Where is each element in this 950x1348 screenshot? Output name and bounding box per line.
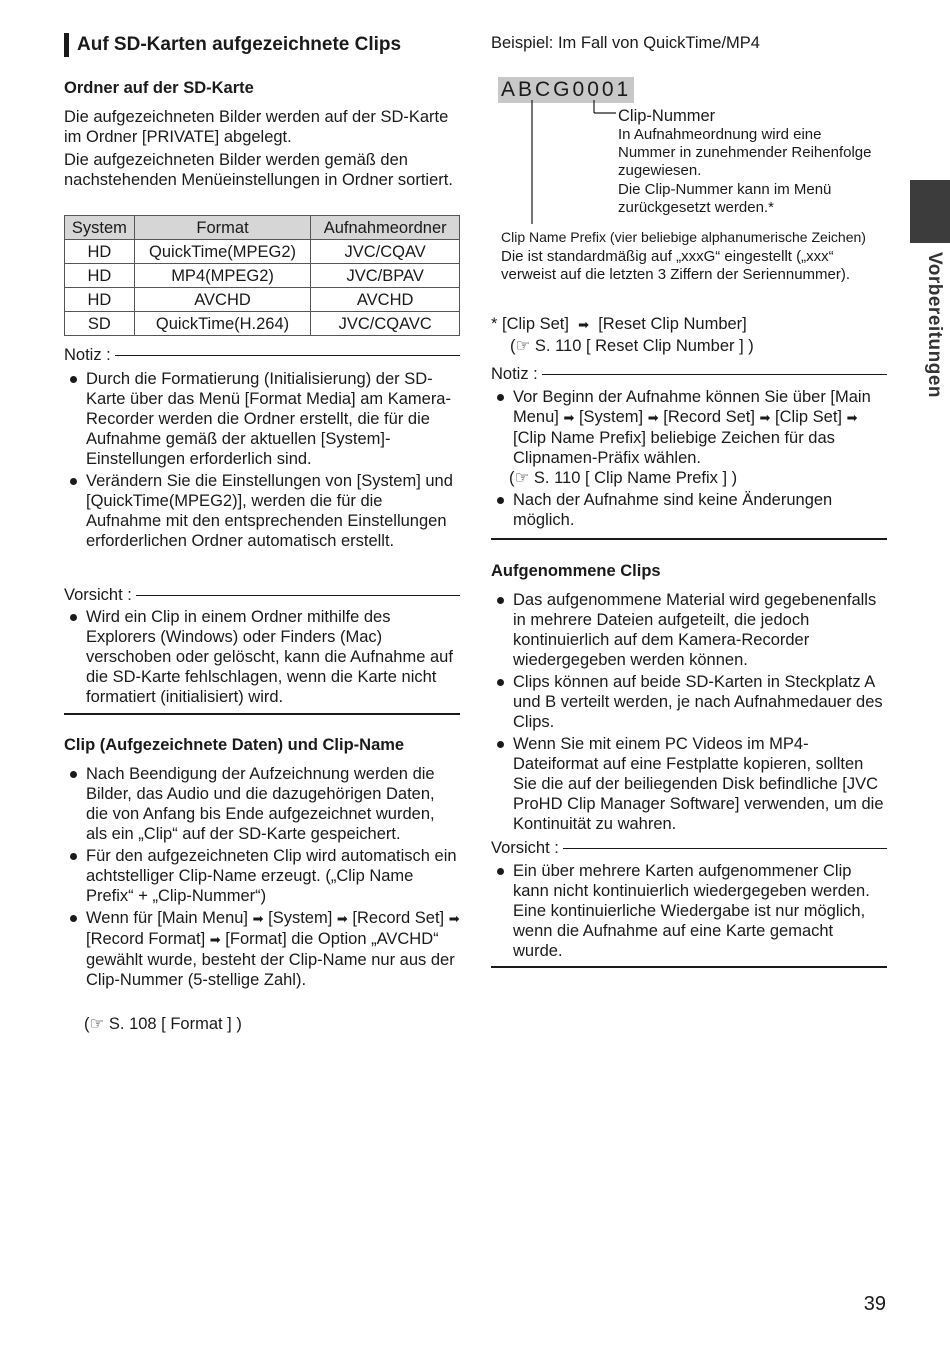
text: [Format] die Option „AVCHD“ gewählt wurde, besteht der Clip-Name nur aus der Clip-Nummer (5-stellige Zahl). [86,930,455,989]
reference-hand-icon: ☞ [89,1015,105,1033]
arrow-right-icon: ➡ [578,317,590,332]
caution-list [64,607,460,709]
prefix-title: Clip Name Prefix (vier beliebige alphanumerische Zeichen) [501,229,866,245]
list-item: Clips können auf beide SD-Karten in Steckplatz A und B verteilt werden, je nach Aufnahmedauer des Clips. [491,672,887,732]
clip-number-desc-1: In Aufnahmeordnung wird eine Nummer in zunehmender Reihenfolge zugewiesen. [618,126,872,179]
table-row [65,288,460,312]
text: [Record Set] [663,408,755,426]
folder-para-2: Die aufgezeichneten Bilder werden gemäß den nachstehenden Menüeinstellungen in Ordner sortiert. [64,151,453,189]
arrow-right-icon: ➡ [563,410,575,425]
note-list [64,369,460,553]
recorded-list [491,590,887,836]
table-cell: SD [65,312,135,336]
reference-text: S. 110 [ Reset Clip Number ] ) [534,337,754,355]
list-item: Wenn Sie mit einem PC Videos im MP4-Dateiformat auf eine Festplatte kopieren, sollten Sie die auf der beiliegenden Disk befindliche [JVC ProHD Clip Manager Software] verwenden, um die Kontinuität zu wahren. [491,734,887,834]
table-cell: HD [65,240,135,264]
page-reference[interactable]: (☞ S. 108 [ Format ] ) [84,1015,242,1033]
caution-label: Vorsicht : [64,586,132,604]
section-title: Auf SD-Karten aufgezeichnete Clips [64,33,457,57]
table-cell: MP4(MPEG2) [134,264,311,288]
arrow-right-icon: ➡ [647,410,659,425]
note-rule [115,355,460,356]
note-list [491,387,887,532]
arrow-right-icon: ➡ [846,410,858,425]
table-cell: HD [65,288,135,312]
reference-text: S. 108 [ Format ] ) [108,1015,242,1033]
table-header: System [65,216,135,240]
list-item: Durch die Formatierung (Initialisierung) der SD-Karte über das Menü [Format Media] am Kamera-Recorder werden die Ordner erstellt, die für die Aufnahme gemäß der aktuellen [System]-Einstellungen erforderlich sind. [64,369,460,469]
table-cell: QuickTime(MPEG2) [134,240,311,264]
table-row [65,264,460,288]
caution-list [491,861,887,963]
arrow-right-icon: ➡ [448,911,460,926]
list-item [64,908,460,990]
chapter-tab-marker [910,180,950,243]
list-item: Verändern Sie die Einstellungen von [System] und [QuickTime(MPEG2)], werden die für die Aufnahme mit den entsprechenden Einstellungen erforderlichen Ordner automatisch erstellt. [64,471,460,551]
table-cell: JVC/CQAV [311,240,460,264]
table-row [65,312,460,336]
note-header [64,345,460,365]
divider [491,966,887,968]
list-item: Wird ein Clip in einem Ordner mithilfe des Explorers (Windows) oder Finders (Mac) verschoben oder gelöscht, kann die Aufnahme auf die SD-Karte fehlschlagen, wenn die Karte nicht formatiert (initialisiert) wird. [64,607,460,707]
list-item: Für den aufgezeichneten Clip wird automatisch ein achtstelliger Clip-Name erzeugt. („Clip Name Prefix“ + „Clip-Nummer“) [64,846,460,906]
clip-number-title: Clip-Nummer [618,107,716,125]
text: [Clip Set] [775,408,842,426]
text: [System] [578,408,644,426]
text: [Record Format] [86,930,206,948]
page-reference[interactable]: (☞ S. 110 [ Clip Name Prefix ] ) [509,469,738,487]
table-row [65,240,460,264]
caution-rule [563,848,887,849]
caution-header [64,585,460,605]
note-rule [542,374,887,375]
text: * [Clip Set] [491,315,569,333]
footnote [491,314,887,335]
list-item [491,387,887,488]
page-number: 39 [863,1293,886,1315]
arrow-right-icon: ➡ [336,911,348,926]
folder-table [64,215,460,336]
page-reference[interactable]: (☞ S. 110 [ Reset Clip Number ] ) [510,337,754,355]
arrow-right-icon: ➡ [209,932,221,947]
clip-heading: Clip (Aufgezeichnete Daten) und Clip-Name [64,736,405,754]
text: Wenn für [Main Menu] [86,909,249,927]
list-item: Das aufgenommene Material wird gegebenenfalls in mehrere Dateien aufgeteilt, die jedoch kontinuierlich auf dem Kamera-Recorder wiedergegeben werden können. [491,590,887,670]
text: Vor Beginn der Aufnahme können Sie über [Main Menu] [513,388,871,426]
text: [Record Set] [352,909,445,927]
table-cell: QuickTime(H.264) [134,312,311,336]
text: [Clip Name Prefix] beliebige Zeichen für das Clipnamen-Präfix wählen. [513,429,835,467]
caution-header [491,838,887,858]
text: [System] [268,909,333,927]
arrow-right-icon: ➡ [759,410,771,425]
note-label: Notiz : [64,346,111,364]
arrow-right-icon: ➡ [252,911,264,926]
prefix-desc: Die ist standardmäßig auf „xxxG“ eingestellt („xxx“ verweist auf die letzten 3 Ziffern der Seriennummer). [501,248,851,283]
reference-hand-icon: ☞ [514,469,530,487]
divider [491,538,887,540]
table-header: Format [134,216,311,240]
chapter-tab-label: Vorbereitungen [924,252,945,398]
table-cell: AVCHD [311,288,460,312]
list-item: Nach Beendigung der Aufzeichnung werden die Bilder, das Audio und die dazugehörigen Daten, die von Anfang bis Ende aufgezeichnet wurden, als ein „Clip“ auf der SD-Karte gespeichert. [64,764,460,844]
caution-rule [136,595,460,596]
table-cell: JVC/BPAV [311,264,460,288]
table-cell: HD [65,264,135,288]
clip-name-connector-lines [520,100,620,225]
table-header-row [65,216,460,240]
clip-number-desc-2: Die Clip-Nummer kann im Menü zurückgesetzt werden.* [618,181,832,216]
clip-name-example: ABCG0001 [498,77,634,103]
table-header: Aufnahmeordner [311,216,460,240]
folder-para-1: Die aufgezeichneten Bilder werden auf der SD-Karte im Ordner [PRIVATE] abgelegt. [64,108,449,146]
table-cell: JVC/CQAVC [311,312,460,336]
clip-list [64,764,460,992]
reference-text: S. 110 [ Clip Name Prefix ] ) [533,469,738,487]
list-item: Ein über mehrere Karten aufgenommener Clip kann nicht kontinuierlich wiedergegeben werden. Eine kontinuierliche Wiedergabe ist nur möglich, wenn die Aufnahme auf eine Karte gemacht wurde. [491,861,887,961]
divider [64,713,460,715]
list-item: Nach der Aufnahme sind keine Änderungen möglich. [491,490,887,530]
table-cell: AVCHD [134,288,311,312]
text: [Reset Clip Number] [598,315,747,333]
reference-hand-icon: ☞ [515,337,531,355]
note-label: Notiz : [491,365,538,383]
caution-label: Vorsicht : [491,839,559,857]
folder-heading: Ordner auf der SD-Karte [64,79,254,97]
recorded-heading: Aufgenommene Clips [491,562,661,580]
example-label: Beispiel: Im Fall von QuickTime/MP4 [491,34,760,52]
note-header [491,364,887,384]
